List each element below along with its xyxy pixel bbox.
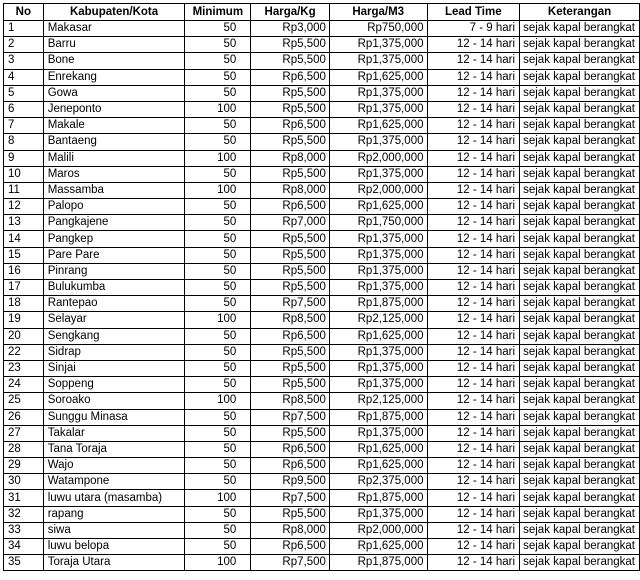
cell-harga-m3: Rp1,375,000 <box>329 37 427 53</box>
cell-harga-m3: Rp1,625,000 <box>329 118 427 134</box>
cell-minimum: 50 <box>185 215 251 231</box>
cell-minimum: 100 <box>185 101 251 117</box>
cell-no: 17 <box>4 280 44 296</box>
table-row <box>4 166 640 182</box>
cell-no: 5 <box>4 85 44 101</box>
cell-no: 7 <box>4 118 44 134</box>
cell-no: 33 <box>4 522 44 538</box>
cell-no: 27 <box>4 425 44 441</box>
cell-kabupaten-kota: Toraja Utara <box>43 555 185 571</box>
cell-minimum: 50 <box>185 328 251 344</box>
cell-keterangan: sejak kapal berangkat <box>520 182 640 198</box>
cell-harga-kg: Rp5,500 <box>251 425 330 441</box>
cell-kabupaten-kota: Rantepao <box>43 296 185 312</box>
cell-minimum: 50 <box>185 344 251 360</box>
table-row <box>4 555 640 571</box>
header-keterangan: Keterangan <box>520 4 640 21</box>
cell-lead-time: 12 - 14 hari <box>427 53 520 69</box>
cell-harga-kg: Rp5,500 <box>251 360 330 376</box>
cell-harga-m3: Rp2,375,000 <box>329 474 427 490</box>
cell-kabupaten-kota: Pinrang <box>43 263 185 279</box>
cell-minimum: 100 <box>185 312 251 328</box>
cell-minimum: 50 <box>185 458 251 474</box>
cell-lead-time: 12 - 14 hari <box>427 280 520 296</box>
cell-minimum: 50 <box>185 425 251 441</box>
header-minimum: Minimum <box>185 4 251 21</box>
cell-lead-time: 12 - 14 hari <box>427 263 520 279</box>
cell-no: 35 <box>4 555 44 571</box>
table-row <box>4 458 640 474</box>
cell-harga-m3: Rp2,125,000 <box>329 312 427 328</box>
cell-keterangan: sejak kapal berangkat <box>520 85 640 101</box>
cell-lead-time: 12 - 14 hari <box>427 360 520 376</box>
cell-no: 18 <box>4 296 44 312</box>
cell-keterangan: sejak kapal berangkat <box>520 53 640 69</box>
cell-harga-kg: Rp6,500 <box>251 458 330 474</box>
cell-kabupaten-kota: Barru <box>43 37 185 53</box>
cell-harga-m3: Rp1,625,000 <box>329 69 427 85</box>
cell-no: 24 <box>4 377 44 393</box>
cell-harga-m3: Rp1,375,000 <box>329 247 427 263</box>
cell-keterangan: sejak kapal berangkat <box>520 118 640 134</box>
cell-lead-time: 12 - 14 hari <box>427 490 520 506</box>
cell-no: 26 <box>4 409 44 425</box>
cell-keterangan: sejak kapal berangkat <box>520 328 640 344</box>
cell-harga-m3: Rp1,875,000 <box>329 490 427 506</box>
cell-lead-time: 12 - 14 hari <box>427 312 520 328</box>
cell-harga-m3: Rp1,375,000 <box>329 344 427 360</box>
cell-lead-time: 12 - 14 hari <box>427 37 520 53</box>
cell-keterangan: sejak kapal berangkat <box>520 344 640 360</box>
cell-keterangan: sejak kapal berangkat <box>520 166 640 182</box>
cell-keterangan: sejak kapal berangkat <box>520 539 640 555</box>
cell-keterangan: sejak kapal berangkat <box>520 69 640 85</box>
cell-no: 19 <box>4 312 44 328</box>
cell-harga-kg: Rp6,500 <box>251 118 330 134</box>
table-row <box>4 280 640 296</box>
cell-minimum: 50 <box>185 85 251 101</box>
cell-minimum: 50 <box>185 231 251 247</box>
cell-kabupaten-kota: siwa <box>43 522 185 538</box>
cell-harga-m3: Rp2,000,000 <box>329 522 427 538</box>
cell-harga-kg: Rp5,500 <box>251 247 330 263</box>
table-row <box>4 441 640 457</box>
cell-minimum: 100 <box>185 182 251 198</box>
cell-lead-time: 12 - 14 hari <box>427 247 520 263</box>
cell-minimum: 50 <box>185 166 251 182</box>
cell-harga-m3: Rp1,375,000 <box>329 166 427 182</box>
header-harga-kg: Harga/Kg <box>251 4 330 21</box>
cell-kabupaten-kota: Makale <box>43 118 185 134</box>
cell-lead-time: 12 - 14 hari <box>427 377 520 393</box>
cell-keterangan: sejak kapal berangkat <box>520 199 640 215</box>
table-row <box>4 296 640 312</box>
cell-lead-time: 12 - 14 hari <box>427 182 520 198</box>
header-harga-m3: Harga/M3 <box>329 4 427 21</box>
cell-no: 13 <box>4 215 44 231</box>
cell-harga-kg: Rp8,500 <box>251 312 330 328</box>
cell-minimum: 50 <box>185 474 251 490</box>
cell-lead-time: 12 - 14 hari <box>427 474 520 490</box>
price-table-container <box>3 3 640 571</box>
table-row <box>4 506 640 522</box>
cell-no: 6 <box>4 101 44 117</box>
cell-harga-m3: Rp750,000 <box>329 21 427 37</box>
cell-harga-kg: Rp8,000 <box>251 522 330 538</box>
cell-kabupaten-kota: Soppeng <box>43 377 185 393</box>
cell-harga-kg: Rp6,500 <box>251 199 330 215</box>
cell-no: 12 <box>4 199 44 215</box>
cell-harga-m3: Rp1,625,000 <box>329 328 427 344</box>
cell-kabupaten-kota: Palopo <box>43 199 185 215</box>
table-row <box>4 215 640 231</box>
table-row <box>4 182 640 198</box>
cell-minimum: 50 <box>185 21 251 37</box>
table-row <box>4 393 640 409</box>
cell-no: 8 <box>4 134 44 150</box>
cell-no: 31 <box>4 490 44 506</box>
cell-harga-m3: Rp1,375,000 <box>329 506 427 522</box>
cell-no: 29 <box>4 458 44 474</box>
cell-kabupaten-kota: Sengkang <box>43 328 185 344</box>
cell-keterangan: sejak kapal berangkat <box>520 231 640 247</box>
cell-harga-m3: Rp1,625,000 <box>329 199 427 215</box>
table-row <box>4 328 640 344</box>
cell-lead-time: 12 - 14 hari <box>427 150 520 166</box>
cell-no: 10 <box>4 166 44 182</box>
cell-minimum: 50 <box>185 409 251 425</box>
cell-harga-kg: Rp8,000 <box>251 182 330 198</box>
cell-harga-kg: Rp5,500 <box>251 134 330 150</box>
cell-kabupaten-kota: Pangkajene <box>43 215 185 231</box>
cell-harga-m3: Rp1,375,000 <box>329 101 427 117</box>
table-row <box>4 490 640 506</box>
header-lead-time: Lead Time <box>427 4 520 21</box>
cell-no: 20 <box>4 328 44 344</box>
header-row <box>4 4 640 21</box>
cell-kabupaten-kota: Sidrap <box>43 344 185 360</box>
cell-harga-m3: Rp2,000,000 <box>329 182 427 198</box>
cell-harga-kg: Rp5,500 <box>251 263 330 279</box>
table-body <box>4 21 640 571</box>
cell-kabupaten-kota: Sunggu Minasa <box>43 409 185 425</box>
cell-kabupaten-kota: Selayar <box>43 312 185 328</box>
cell-harga-kg: Rp7,500 <box>251 490 330 506</box>
table-row <box>4 344 640 360</box>
table-row <box>4 118 640 134</box>
cell-minimum: 50 <box>185 69 251 85</box>
table-row <box>4 409 640 425</box>
cell-harga-kg: Rp5,500 <box>251 344 330 360</box>
cell-keterangan: sejak kapal berangkat <box>520 312 640 328</box>
cell-minimum: 50 <box>185 280 251 296</box>
cell-harga-kg: Rp6,500 <box>251 441 330 457</box>
cell-harga-kg: Rp5,500 <box>251 166 330 182</box>
cell-no: 32 <box>4 506 44 522</box>
cell-lead-time: 12 - 14 hari <box>427 296 520 312</box>
header-kabupaten-kota: Kabupaten/Kota <box>43 4 185 21</box>
cell-keterangan: sejak kapal berangkat <box>520 555 640 571</box>
table-row <box>4 231 640 247</box>
cell-harga-m3: Rp1,375,000 <box>329 85 427 101</box>
cell-no: 15 <box>4 247 44 263</box>
cell-harga-kg: Rp5,500 <box>251 506 330 522</box>
cell-harga-m3: Rp1,750,000 <box>329 215 427 231</box>
table-row <box>4 360 640 376</box>
table-row <box>4 247 640 263</box>
cell-keterangan: sejak kapal berangkat <box>520 215 640 231</box>
cell-no: 4 <box>4 69 44 85</box>
cell-harga-m3: Rp1,375,000 <box>329 360 427 376</box>
cell-lead-time: 12 - 14 hari <box>427 118 520 134</box>
cell-minimum: 50 <box>185 360 251 376</box>
cell-no: 1 <box>4 21 44 37</box>
cell-harga-m3: Rp1,875,000 <box>329 555 427 571</box>
cell-harga-kg: Rp5,500 <box>251 280 330 296</box>
cell-lead-time: 12 - 14 hari <box>427 101 520 117</box>
cell-kabupaten-kota: Gowa <box>43 85 185 101</box>
cell-kabupaten-kota: Maros <box>43 166 185 182</box>
cell-minimum: 100 <box>185 393 251 409</box>
cell-harga-m3: Rp1,625,000 <box>329 441 427 457</box>
cell-kabupaten-kota: Malili <box>43 150 185 166</box>
cell-lead-time: 12 - 14 hari <box>427 409 520 425</box>
table-row <box>4 522 640 538</box>
cell-no: 3 <box>4 53 44 69</box>
cell-kabupaten-kota: Massamba <box>43 182 185 198</box>
table-row <box>4 134 640 150</box>
cell-lead-time: 12 - 14 hari <box>427 166 520 182</box>
cell-harga-m3: Rp1,375,000 <box>329 134 427 150</box>
cell-kabupaten-kota: Bulukumba <box>43 280 185 296</box>
table-row <box>4 37 640 53</box>
cell-keterangan: sejak kapal berangkat <box>520 101 640 117</box>
cell-keterangan: sejak kapal berangkat <box>520 263 640 279</box>
cell-harga-kg: Rp3,000 <box>251 21 330 37</box>
table-row <box>4 312 640 328</box>
cell-lead-time: 12 - 14 hari <box>427 231 520 247</box>
cell-harga-kg: Rp9,500 <box>251 474 330 490</box>
cell-kabupaten-kota: rapang <box>43 506 185 522</box>
cell-harga-kg: Rp6,500 <box>251 69 330 85</box>
cell-no: 9 <box>4 150 44 166</box>
cell-keterangan: sejak kapal berangkat <box>520 37 640 53</box>
cell-harga-m3: Rp1,375,000 <box>329 377 427 393</box>
cell-harga-kg: Rp5,500 <box>251 101 330 117</box>
cell-lead-time: 7 - 9 hari <box>427 21 520 37</box>
cell-keterangan: sejak kapal berangkat <box>520 134 640 150</box>
cell-keterangan: sejak kapal berangkat <box>520 377 640 393</box>
cell-minimum: 50 <box>185 539 251 555</box>
cell-kabupaten-kota: Tana Toraja <box>43 441 185 457</box>
cell-harga-kg: Rp8,500 <box>251 393 330 409</box>
cell-harga-kg: Rp5,500 <box>251 231 330 247</box>
cell-lead-time: 12 - 14 hari <box>427 199 520 215</box>
cell-lead-time: 12 - 14 hari <box>427 555 520 571</box>
cell-harga-m3: Rp1,375,000 <box>329 263 427 279</box>
cell-harga-kg: Rp5,500 <box>251 53 330 69</box>
cell-lead-time: 12 - 14 hari <box>427 522 520 538</box>
cell-harga-m3: Rp2,125,000 <box>329 393 427 409</box>
cell-kabupaten-kota: Pare Pare <box>43 247 185 263</box>
table-row <box>4 539 640 555</box>
cell-minimum: 50 <box>185 506 251 522</box>
cell-minimum: 50 <box>185 522 251 538</box>
cell-kabupaten-kota: luwu belopa <box>43 539 185 555</box>
table-row <box>4 263 640 279</box>
cell-harga-m3: Rp2,000,000 <box>329 150 427 166</box>
cell-lead-time: 12 - 14 hari <box>427 344 520 360</box>
cell-keterangan: sejak kapal berangkat <box>520 474 640 490</box>
cell-keterangan: sejak kapal berangkat <box>520 247 640 263</box>
cell-minimum: 50 <box>185 134 251 150</box>
cell-keterangan: sejak kapal berangkat <box>520 409 640 425</box>
cell-no: 30 <box>4 474 44 490</box>
cell-minimum: 100 <box>185 490 251 506</box>
cell-keterangan: sejak kapal berangkat <box>520 360 640 376</box>
cell-keterangan: sejak kapal berangkat <box>520 458 640 474</box>
cell-harga-kg: Rp5,500 <box>251 37 330 53</box>
cell-harga-m3: Rp1,375,000 <box>329 53 427 69</box>
table-row <box>4 101 640 117</box>
cell-harga-m3: Rp1,375,000 <box>329 280 427 296</box>
cell-kabupaten-kota: Makasar <box>43 21 185 37</box>
cell-lead-time: 12 - 14 hari <box>427 458 520 474</box>
cell-harga-m3: Rp1,875,000 <box>329 409 427 425</box>
cell-keterangan: sejak kapal berangkat <box>520 21 640 37</box>
cell-harga-m3: Rp1,875,000 <box>329 296 427 312</box>
table-row <box>4 150 640 166</box>
cell-harga-kg: Rp5,500 <box>251 377 330 393</box>
cell-lead-time: 12 - 14 hari <box>427 506 520 522</box>
cell-lead-time: 12 - 14 hari <box>427 393 520 409</box>
cell-kabupaten-kota: Bantaeng <box>43 134 185 150</box>
cell-keterangan: sejak kapal berangkat <box>520 425 640 441</box>
cell-keterangan: sejak kapal berangkat <box>520 393 640 409</box>
cell-harga-kg: Rp7,500 <box>251 296 330 312</box>
cell-kabupaten-kota: Wajo <box>43 458 185 474</box>
header-no: No <box>4 4 44 21</box>
cell-keterangan: sejak kapal berangkat <box>520 506 640 522</box>
cell-lead-time: 12 - 14 hari <box>427 328 520 344</box>
cell-lead-time: 12 - 14 hari <box>427 539 520 555</box>
cell-minimum: 50 <box>185 247 251 263</box>
table-row <box>4 21 640 37</box>
cell-harga-m3: Rp1,375,000 <box>329 425 427 441</box>
cell-minimum: 100 <box>185 555 251 571</box>
cell-keterangan: sejak kapal berangkat <box>520 280 640 296</box>
table-row <box>4 53 640 69</box>
cell-keterangan: sejak kapal berangkat <box>520 150 640 166</box>
cell-minimum: 50 <box>185 377 251 393</box>
cell-minimum: 50 <box>185 37 251 53</box>
cell-lead-time: 12 - 14 hari <box>427 85 520 101</box>
cell-minimum: 50 <box>185 296 251 312</box>
table-row <box>4 474 640 490</box>
cell-harga-kg: Rp6,500 <box>251 539 330 555</box>
cell-minimum: 50 <box>185 199 251 215</box>
cell-no: 16 <box>4 263 44 279</box>
cell-kabupaten-kota: Watampone <box>43 474 185 490</box>
cell-keterangan: sejak kapal berangkat <box>520 296 640 312</box>
cell-no: 23 <box>4 360 44 376</box>
cell-lead-time: 12 - 14 hari <box>427 69 520 85</box>
cell-harga-kg: Rp7,500 <box>251 409 330 425</box>
cell-minimum: 50 <box>185 118 251 134</box>
cell-kabupaten-kota: Soroako <box>43 393 185 409</box>
cell-kabupaten-kota: luwu utara (masamba) <box>43 490 185 506</box>
cell-harga-kg: Rp5,500 <box>251 85 330 101</box>
cell-keterangan: sejak kapal berangkat <box>520 490 640 506</box>
cell-lead-time: 12 - 14 hari <box>427 215 520 231</box>
cell-kabupaten-kota: Enrekang <box>43 69 185 85</box>
cell-keterangan: sejak kapal berangkat <box>520 522 640 538</box>
table-row <box>4 425 640 441</box>
cell-kabupaten-kota: Bone <box>43 53 185 69</box>
cell-harga-m3: Rp1,625,000 <box>329 539 427 555</box>
table-row <box>4 69 640 85</box>
cell-harga-m3: Rp1,625,000 <box>329 458 427 474</box>
cell-harga-kg: Rp8,000 <box>251 150 330 166</box>
cell-no: 25 <box>4 393 44 409</box>
cell-harga-m3: Rp1,375,000 <box>329 231 427 247</box>
cell-minimum: 50 <box>185 441 251 457</box>
cell-lead-time: 12 - 14 hari <box>427 425 520 441</box>
cell-keterangan: sejak kapal berangkat <box>520 441 640 457</box>
table-row <box>4 85 640 101</box>
cell-no: 34 <box>4 539 44 555</box>
cell-kabupaten-kota: Sinjai <box>43 360 185 376</box>
cell-no: 11 <box>4 182 44 198</box>
cell-minimum: 100 <box>185 150 251 166</box>
cell-lead-time: 12 - 14 hari <box>427 134 520 150</box>
cell-no: 22 <box>4 344 44 360</box>
cell-kabupaten-kota: Jeneponto <box>43 101 185 117</box>
cell-no: 28 <box>4 441 44 457</box>
cell-kabupaten-kota: Takalar <box>43 425 185 441</box>
cell-kabupaten-kota: Pangkep <box>43 231 185 247</box>
cell-harga-kg: Rp7,000 <box>251 215 330 231</box>
cell-no: 14 <box>4 231 44 247</box>
table-row <box>4 377 640 393</box>
cell-no: 2 <box>4 37 44 53</box>
cell-harga-kg: Rp7,500 <box>251 555 330 571</box>
table-row <box>4 199 640 215</box>
price-table <box>3 3 640 571</box>
cell-lead-time: 12 - 14 hari <box>427 441 520 457</box>
cell-harga-kg: Rp6,500 <box>251 328 330 344</box>
cell-minimum: 50 <box>185 53 251 69</box>
cell-minimum: 50 <box>185 263 251 279</box>
